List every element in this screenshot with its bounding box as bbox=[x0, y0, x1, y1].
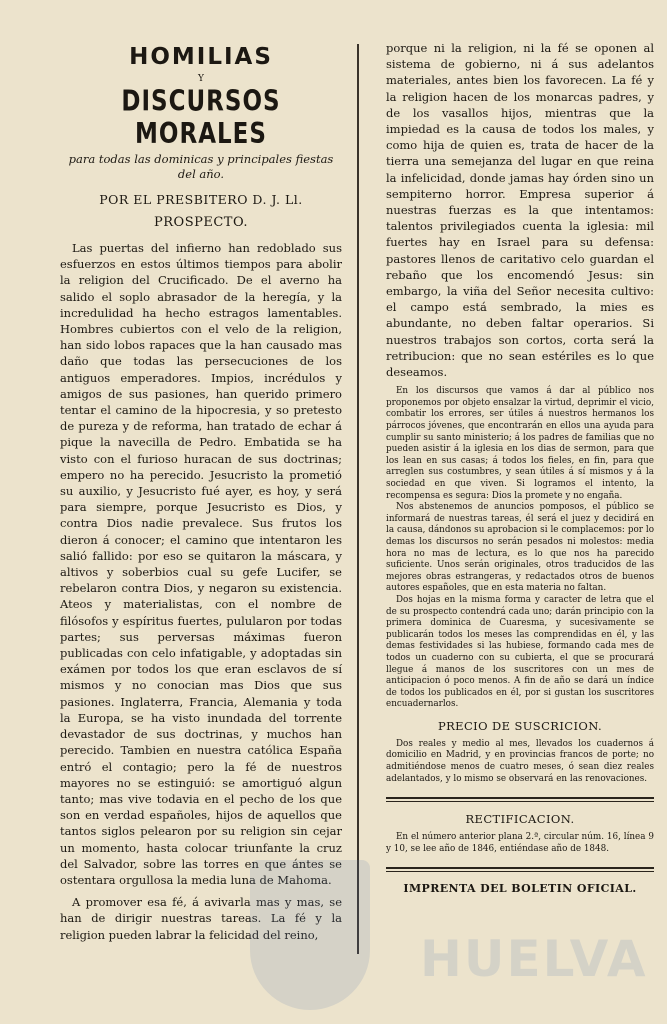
title-conjunction: Y bbox=[198, 74, 204, 84]
footer-rule bbox=[386, 867, 654, 872]
suscricion-heading: PRECIO DE SUSCRICION. bbox=[437, 718, 603, 733]
left-column bbox=[60, 40, 342, 943]
rectificacion-heading: RECTIFICACION. bbox=[465, 812, 575, 827]
printer-imprint: IMPRENTA DEL BOLETIN OFICIAL. bbox=[403, 882, 637, 896]
main-title: HOMILIAS bbox=[129, 44, 273, 70]
column-divider bbox=[357, 44, 359, 954]
right-column bbox=[386, 40, 654, 895]
left-paragraph-2: A promover esa fé, á avivarla mas y mas, se han de dirigir nuestras tareas. La fé y la religion pueden labrar la felicidad del reino, bbox=[60, 895, 342, 942]
main-subtitle: DISCURSOS MORALES bbox=[121, 85, 281, 151]
small-paragraph-3: Dos hojas en la misma forma y caracter de letra que el de su prospecto contendrá cada uno; darán principio con la primera dominica de Cuaresma, y sucesivamente se publicarán todos los meses las comprendidas en él, y las demas festividades si las hubiese, formando cada mes de todos un cuaderno con su cubierta, el que se procurará llegue á manos de los suscritores con un mes de anticipacion ó poco menos. A fin de año se dará un índice de todos los publicados en él, por si gustan los suscritores encuadernarlos. bbox=[386, 594, 654, 710]
small-paragraph-2: Nos abstenemos de anuncios pomposos, el público se informará de nuestras tareas, él será el juez y decidirá en la causa, dándonos su aprobacion si le complacemos: por lo demas los discursos no serán pesados ni molestos: media hora no mas de lectura, es lo que nos ha parecido suficiente. Unos serán originales, otros traducidos de las mejores obras estrangeras, y redactados otros de buenos autores españoles, que en esta materia no faltan. bbox=[386, 502, 654, 594]
right-paragraph-1: porque ni la religion, ni la fé se oponen al sistema de gobierno, ni á sus adelantos materiales, antes bien los favorecen. La fé y la religion hacen de los monarcas padres, y de los vasallos hijos, mientras que la impiedad es la causa de todos los males, y como hija de quien es, trata de hacer de la tierra una semejanza del lugar en que reina la infelicidad, donde jamas hay órden sino un sempiterno horror. Empresa superior á nuestras fuerzas es la que intentamos: talentos privilegiados cuenta la iglesia: mil fuertes hay en Israel para su defensa: pastores llenos de caritativo celo guardan el rebaño que los encomendó Jesus: sin embargo, la viña del Señor necesita cultivo: el campo está sembrado, la mies es abundante, no deben faltar operarios. Si nuestros trabajos son cortos, corta será la retribucion: que no sean estériles es lo que deseamos. bbox=[386, 41, 654, 380]
small-paragraph-1: En los discursos que vamos á dar al público nos proponemos por objeto ensalzar la virtud, deprimir el vicio, combatir los errores, ser útiles á nuestros hermanos los párrocos jóvenes, que encontrarán en ellos una ayuda para cumplir su santo ministerio; á los padres de familias que no pueden asistir á la iglesia en los dias de sermon, para que los lean en sus casas; á todos los fieles, en fin, para que arreglen sus costumbres, y sean útiles á sí mismos y á la sociedad en que viven. Si logramos el intento, la recompensa es segura: Dios la promete y no engaña. bbox=[386, 386, 654, 501]
watermark-word: HUELVA bbox=[420, 930, 648, 988]
section-heading-prospecto: PROSPECTO. bbox=[154, 215, 248, 230]
author-line: POR EL PRESBITERO D. J. Ll. bbox=[99, 192, 303, 207]
suscricion-text: Dos reales y medio al mes, llevados los cuadernos á domicilio en Madrid, y en provincias francos de porte; no admitiéndose menos de cuatro meses, ó sean diez reales adelantados, y lo mismo se observará en las renovaciones. bbox=[386, 738, 654, 784]
rectificacion-text: En el número anterior plana 2.ª, circular núm. 16, línea 9 y 10, se lee año de 1846, entiéndase año de 1848. bbox=[386, 832, 654, 854]
subheading: para todas las dominicas y principales fiestas del año. bbox=[68, 152, 334, 181]
left-paragraph-1: Las puertas del infierno han redoblado sus esfuerzos en estos últimos tiempos para abolir la religion del Crucificado. De el averno ha salido el soplo abrasador de la heregía, y la incredulidad ha hecho estragos lamentables. Hombres cubiertos con el velo de la religion, han sido lobos rapaces que la han causado mas daño que todas las persecuciones de los antiguos emperadores. Impios, incrédulos y amigos de sus pasiones, han querido primero tentar el camino de la hipocresia, y so pretesto de pureza y de reforma, han tratado de echar á pique la navecilla de Pedro. Embatida se ha visto con el furioso huracan de sus doctrinas; empero no ha perecido. Jesucristo la prometió su auxilio, y Jesucristo fué ayer, es hoy, y será para siempre, porque Jesucristo es Dios, y contra Dios nadie prevalece. Sus frutos los dieron á conocer; el camino que intentaron les salió fallido: por eso se quitaron la máscara, y altivos y soberbios cual su gefe Lucifer, se rebelaron contra Dios, y negaron su existencia. Ateos y materialistas, con el nombre de filósofos y espíritus fuertes, pulularon por todas partes; sus perversas máximas fueron publicadas con celo infatigable, y adoptadas sin exámen por todos los que eran esclavos de sí mismos y no conocian mas Dios que sus pasiones. Inglaterra, Francia, Alemania y toda la Europa, se ha visto inundada del torrente devastador de sus doctrinas, y muchos han perecido. Tambien en nuestra católica España entró el contagio; pero la fé de nuestros mayores no se estinguió: se amortiguó algun tanto; mas vive todavia en el pecho de los que son en verdad españoles, hijos de aquellos que tantos siglos pelearon por su religion sin cejar un momento, hasta colocar triunfante la cruz del Salvador, sobre las torres en que ántes se ostentara orgullosa la media luna de Mahoma. bbox=[60, 241, 342, 887]
section-rule bbox=[386, 797, 654, 802]
